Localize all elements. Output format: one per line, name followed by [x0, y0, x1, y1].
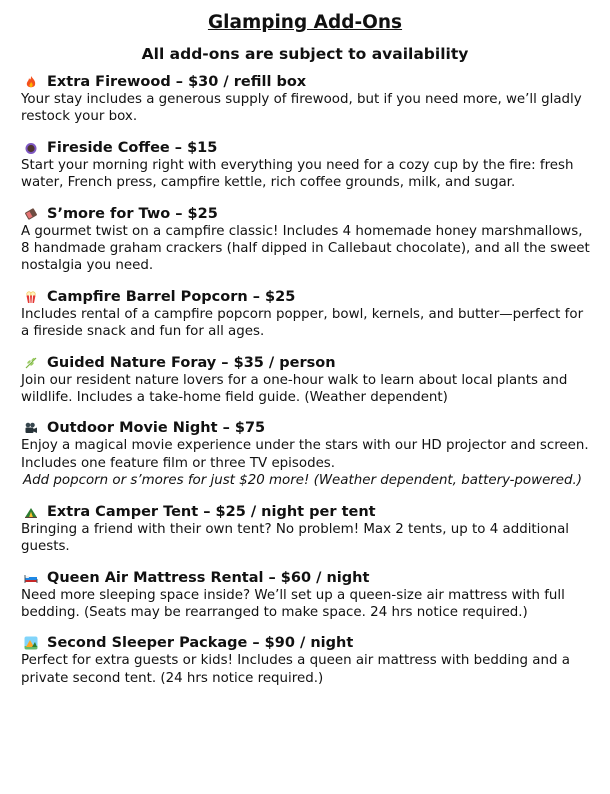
page-subtitle: All add-ons are subject to availability: [141, 45, 469, 63]
list-item: [20, 139, 590, 192]
item-heading: Extra Firewood – $30 / refill box: [20, 73, 590, 91]
list-item: [20, 354, 590, 407]
list-item: [20, 419, 590, 489]
herb-icon: [24, 356, 38, 370]
item-description: Need more sleeping space inside? We’ll set up a queen-size air mattress with full bedding. (Seats may be rearranged to make space. 24 hrs notice required.): [21, 587, 565, 620]
item-description: Start your morning right with everything you need for a cozy cup by the fire: fresh water, French press, campfire kettle, rich coffee grounds, milk, and sugar.: [21, 157, 574, 191]
item-heading: Campfire Barrel Popcorn – $25: [20, 288, 590, 306]
item-description: Includes rental of a campfire popcorn popper, bowl, kernels, and butter—perfect for a fireside snack and fun for all ages.: [21, 306, 584, 340]
camping-icon: [24, 636, 38, 650]
item-heading: Guided Nature Foray – $35 / person: [20, 354, 590, 372]
item-description: A gourmet twist on a campfire classic! Includes 4 homemade honey marshmallows, 8 handmade graham crackers (half dipped in Callebaut chocolate), and all the sweet nostalgia you need.: [21, 223, 590, 274]
item-note: Add popcorn or s’mores for just $20 more! (Weather dependent, battery-powered.): [23, 473, 583, 489]
list-item: [20, 288, 590, 341]
movie-camera-icon: [24, 421, 38, 435]
bed-icon: [24, 571, 38, 585]
item-heading: Fireside Coffee – $15: [20, 139, 590, 157]
item-heading: S’more for Two – $25: [20, 205, 590, 223]
addon-list: [20, 73, 590, 687]
item-heading: Extra Camper Tent – $25 / night per tent: [20, 503, 590, 521]
chocolate-icon: [24, 207, 38, 221]
item-description: Your stay includes a generous supply of firewood, but if you need more, we’ll gladly restock your box.: [21, 92, 582, 125]
item-heading: Queen Air Mattress Rental – $60 / night: [20, 569, 590, 587]
list-item: [20, 205, 590, 275]
list-item: [20, 503, 590, 556]
item-heading: Outdoor Movie Night – $75: [20, 419, 590, 437]
item-description: Bringing a friend with their own tent? No problem! Max 2 tents, up to 4 additional guests.: [21, 521, 569, 555]
tent-icon: [24, 505, 38, 519]
popcorn-icon: [24, 290, 38, 304]
item-description: Join our resident nature lovers for a one-hour walk to learn about local plants and wildlife. Includes a take-home field guide. (Weather dependent): [21, 372, 568, 406]
item-description: Enjoy a magical movie experience under the stars with our HD projector and screen. Includes one feature film or three TV episodes.: [21, 438, 589, 471]
item-heading: Second Sleeper Package – $90 / night: [20, 634, 590, 652]
list-item: [20, 569, 590, 622]
fire-icon: [24, 75, 38, 89]
list-item: [20, 73, 590, 126]
item-description: Perfect for extra guests or kids! Includes a queen air mattress with bedding and a private second tent. (24 hrs notice required.): [21, 653, 570, 686]
page-title: Glamping Add-Ons: [207, 12, 403, 33]
coffee-icon: [24, 141, 38, 155]
list-item: [20, 634, 590, 687]
